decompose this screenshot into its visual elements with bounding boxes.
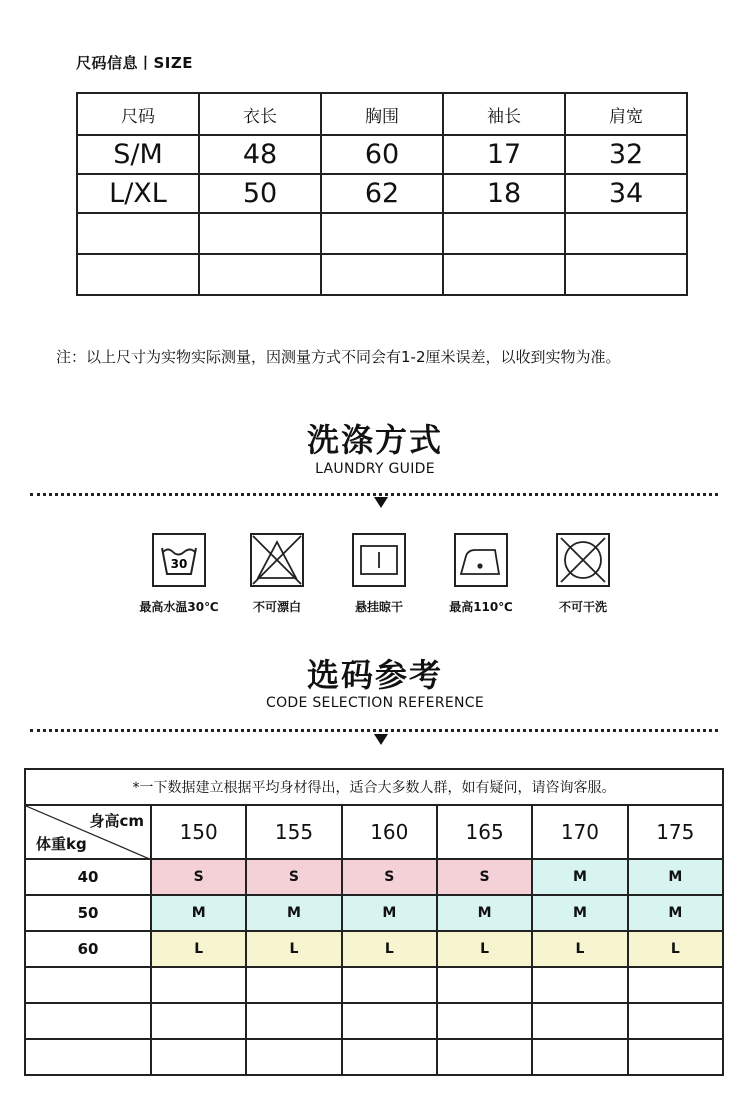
size-ref-cell: M bbox=[532, 895, 627, 931]
height-header-cell: 160 bbox=[342, 805, 437, 859]
care-label: 最高水温30℃ bbox=[139, 600, 219, 614]
size-ref-cell: M bbox=[437, 895, 532, 931]
height-header-cell: 155 bbox=[246, 805, 341, 859]
size-cell: 34 bbox=[565, 174, 687, 213]
size-ref-cell: L bbox=[532, 931, 627, 967]
diagonal-header-cell bbox=[25, 805, 151, 859]
reference-row bbox=[25, 931, 723, 967]
size-section-label: 尺码信息丨SIZE bbox=[76, 54, 194, 72]
height-axis-label: 身高cm bbox=[89, 812, 144, 830]
arrow-down-icon bbox=[374, 497, 388, 508]
reference-row bbox=[25, 859, 723, 895]
hang-dry-icon bbox=[351, 532, 407, 588]
reference-subtitle: CODE SELECTION REFERENCE bbox=[266, 695, 484, 711]
size-table-header-row bbox=[77, 93, 687, 135]
height-header-cell: 150 bbox=[151, 805, 246, 859]
size-ref-cell: M bbox=[151, 895, 246, 931]
size-cell: L/XL bbox=[77, 174, 199, 213]
reference-empty-row bbox=[25, 1039, 723, 1075]
size-cell: 18 bbox=[443, 174, 565, 213]
weight-cell: 40 bbox=[25, 859, 151, 895]
laundry-divider bbox=[30, 493, 718, 496]
arrow-down-icon bbox=[374, 734, 388, 745]
laundry-subtitle: LAUNDRY GUIDE bbox=[315, 461, 435, 477]
care-label: 不可干洗 bbox=[558, 600, 607, 614]
size-ref-cell: S bbox=[246, 859, 341, 895]
size-header-cell: 衣长 bbox=[199, 93, 321, 135]
reference-notice: *一下数据建立根据平均身材得出，适合大多数人群，如有疑问，请咨询客服。 bbox=[25, 769, 723, 805]
care-label: 最高110℃ bbox=[449, 600, 513, 614]
size-ref-cell: L bbox=[437, 931, 532, 967]
size-header-cell: 胸围 bbox=[321, 93, 443, 135]
care-label: 悬挂晾干 bbox=[354, 600, 403, 614]
height-header-cell: 175 bbox=[628, 805, 723, 859]
size-ref-cell: L bbox=[246, 931, 341, 967]
size-header-cell: 肩宽 bbox=[565, 93, 687, 135]
reference-header-row bbox=[25, 805, 723, 859]
size-table-empty-row bbox=[77, 213, 687, 254]
size-ref-cell: L bbox=[151, 931, 246, 967]
reference-title: 选码参考 bbox=[306, 656, 443, 694]
size-ref-cell: M bbox=[342, 895, 437, 931]
weight-cell: 60 bbox=[25, 931, 151, 967]
size-ref-cell: L bbox=[628, 931, 723, 967]
no-dry-clean-icon bbox=[555, 532, 611, 588]
height-header-cell: 165 bbox=[437, 805, 532, 859]
size-cell: 62 bbox=[321, 174, 443, 213]
reference-empty-row bbox=[25, 967, 723, 1003]
size-ref-cell: M bbox=[532, 859, 627, 895]
size-table-empty-row bbox=[77, 254, 687, 295]
size-table-row bbox=[77, 174, 687, 213]
size-cell: 17 bbox=[443, 135, 565, 174]
reference-notice-row bbox=[25, 769, 723, 805]
height-header-cell: 170 bbox=[532, 805, 627, 859]
size-ref-cell: S bbox=[342, 859, 437, 895]
care-label: 不可漂白 bbox=[252, 600, 301, 614]
size-table bbox=[76, 92, 688, 296]
size-ref-cell: S bbox=[437, 859, 532, 895]
size-ref-cell: L bbox=[342, 931, 437, 967]
measurement-note: 注：以上尺寸为实物实际测量，因测量方式不同会有1-2厘米误差，以收到实物为准。 bbox=[56, 348, 621, 366]
size-table-row bbox=[77, 135, 687, 174]
size-ref-cell: S bbox=[151, 859, 246, 895]
size-cell: 60 bbox=[321, 135, 443, 174]
size-header-cell: 袖长 bbox=[443, 93, 565, 135]
laundry-title: 洗涤方式 bbox=[306, 421, 443, 459]
reference-row bbox=[25, 895, 723, 931]
care-item-no-dry-clean bbox=[523, 532, 643, 615]
size-cell: 50 bbox=[199, 174, 321, 213]
size-reference-table bbox=[24, 768, 724, 1076]
iron-110-icon bbox=[453, 532, 509, 588]
size-cell: 32 bbox=[565, 135, 687, 174]
reference-divider bbox=[30, 729, 718, 732]
size-ref-cell: M bbox=[246, 895, 341, 931]
wash-temperature-number: 30 bbox=[170, 557, 188, 571]
no-bleach-icon bbox=[249, 532, 305, 588]
wash-30-icon bbox=[151, 532, 207, 588]
reference-empty-row bbox=[25, 1003, 723, 1039]
size-cell: S/M bbox=[77, 135, 199, 174]
weight-cell: 50 bbox=[25, 895, 151, 931]
size-header-cell: 尺码 bbox=[77, 93, 199, 135]
size-ref-cell: M bbox=[628, 895, 723, 931]
size-cell: 48 bbox=[199, 135, 321, 174]
weight-axis-label: 体重kg bbox=[36, 835, 87, 853]
size-ref-cell: M bbox=[628, 859, 723, 895]
